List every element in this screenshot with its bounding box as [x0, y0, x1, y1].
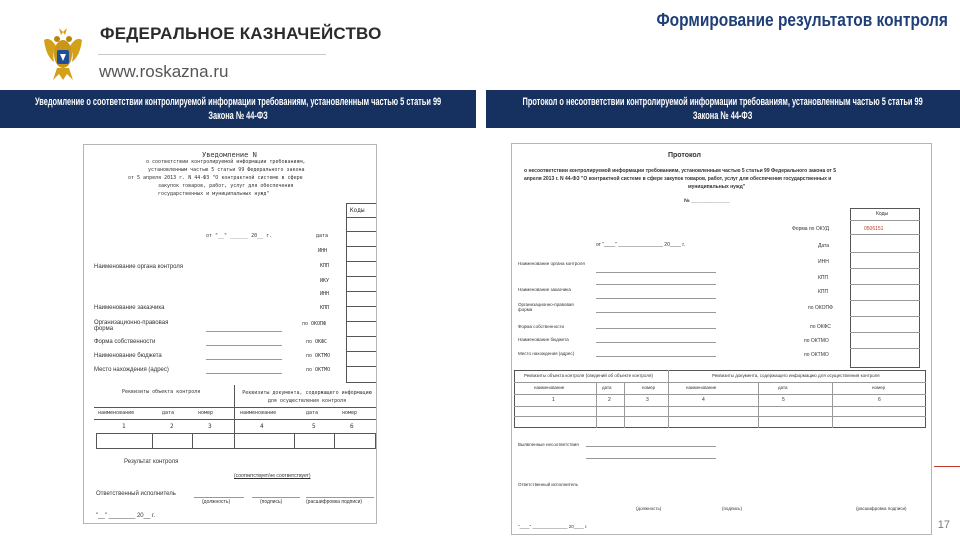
field-label: Организационно-правовая форма — [518, 302, 574, 312]
table-col-header: номер — [872, 385, 886, 390]
table-col-num: 1 — [552, 397, 555, 403]
field-label: Наименование заказчика — [94, 305, 165, 311]
okud-label: Форма по ОКУД — [792, 226, 830, 232]
form-title-line: о соответствии контролируемой информации требованиям, — [146, 159, 306, 165]
code-label: Дата — [818, 243, 830, 249]
code-label: по ОКФС — [306, 339, 328, 345]
sign-label: (должность) — [202, 499, 231, 505]
table-col-num: 6 — [878, 397, 881, 403]
okud-value: 0506151 — [864, 226, 884, 232]
code-label: по ОКТМО — [306, 367, 331, 373]
sign-label: (расшифровка подписи) — [856, 506, 907, 511]
table-col-header: дата — [778, 385, 788, 390]
banner-protocol — [486, 90, 960, 128]
table-group-header: Реквизиты объекта контроля (сведений об объекте контроля) — [524, 373, 653, 378]
form-title-line: Уведомление N — [202, 151, 257, 159]
protocol-title-line: муниципальных нужд" — [688, 184, 746, 190]
table-group-header: Реквизиты объекта контроля — [122, 389, 201, 395]
responsible-label: Ответственный исполнитель — [518, 482, 578, 487]
table-col-header: номер — [642, 385, 656, 390]
table-col-num: 2 — [170, 423, 174, 430]
banner-right-line2: Закона № 44-ФЗ — [693, 110, 753, 122]
field-label: Место нахождения (адрес) — [518, 351, 575, 356]
code-label: по ОКТМО — [804, 352, 829, 358]
table-col-num: 5 — [782, 397, 785, 403]
code-label: по ОКФС — [810, 324, 831, 330]
field-label: Наименование бюджета — [518, 337, 569, 342]
code-label: по ОКТМО — [306, 353, 331, 359]
form-title-line: от 5 апреля 2013 г. N 44-ФЗ "О контрактной системе в сфере — [128, 175, 303, 181]
sign-label: (должность) — [636, 506, 662, 511]
code-label: по ОКТМО — [804, 338, 829, 344]
table-col-header: наименование — [686, 385, 717, 390]
table-col-header: дата — [306, 410, 319, 416]
table-col-header: дата — [162, 410, 175, 416]
sign-date: "____" ______________ 20____ г. — [518, 524, 588, 529]
form-title-line: закупок товаров, работ, услуг для обеспечения — [158, 183, 294, 189]
protocol-table — [514, 370, 926, 428]
sign-label: (подпись) — [260, 499, 283, 505]
form-date: от "__" ______ 20__ г. — [206, 233, 273, 239]
field-label: Форма собственности — [518, 324, 565, 329]
code-label: дата — [316, 233, 329, 239]
form-date: от "____" ________________ 20____ г. — [596, 242, 685, 248]
code-label: ИКУ — [320, 278, 330, 284]
protocol-title: Протокол — [668, 152, 701, 159]
protocol-number: № ______________ — [684, 198, 730, 204]
org-url[interactable]: www.roskazna.ru — [99, 62, 229, 81]
page-number: 17 — [937, 519, 950, 531]
code-label: ИНН — [320, 291, 330, 297]
field-label: Наименование заказчика — [518, 287, 571, 292]
table-col-header: номер — [342, 410, 358, 416]
code-label: по ОКОПФ — [808, 305, 833, 311]
table-col-num: 4 — [702, 397, 705, 403]
table-group-header: Реквизиты документа, содержащего информацию для осуществления контроля — [242, 390, 372, 404]
codes-header: Коды — [876, 211, 889, 217]
codes-header: Коды — [350, 207, 365, 214]
accent-line — [934, 466, 960, 467]
protocol-title-line: о несоответствии контролируемой информации требованиям, установленным частью 5 статьи 99 Федерального закона от 5 — [524, 168, 837, 174]
mismatch-label: Выявленные несоответствия — [518, 442, 579, 447]
field-label: Наименование органа контроля — [94, 264, 184, 270]
table-col-num: 4 — [260, 423, 264, 430]
responsible-label: Ответственный исполнитель — [96, 491, 176, 497]
field-label: Организационно-правовая форма — [94, 320, 169, 332]
field-label: Форма собственности — [94, 339, 156, 345]
result-label: Результат контроля — [124, 459, 179, 465]
code-label: ИНН — [818, 259, 829, 265]
double-headed-eagle-icon — [40, 26, 86, 82]
table-col-num: 6 — [350, 423, 354, 430]
codes-column — [850, 208, 920, 368]
codes-column — [346, 203, 377, 383]
table-col-header: наименование — [534, 385, 565, 390]
banner-left-line2: Закона № 44-ФЗ — [208, 110, 268, 122]
table-col-header: наименование — [98, 410, 135, 416]
table-col-header: номер — [198, 410, 214, 416]
code-label: по ОКОПФ — [302, 321, 327, 327]
code-label: КПП — [320, 305, 330, 311]
sign-label: (расшифровка подписи) — [306, 499, 363, 505]
protocol-form-image — [511, 143, 932, 535]
code-label: КПП — [818, 289, 829, 295]
field-label: Наименование бюджета — [94, 353, 162, 359]
banner-right-line1: Протокол о несоответствии контролируемой информации требованиям, установленным частью 5 статьи 99 — [522, 96, 924, 108]
slide-title: Формирование результатов контроля — [656, 10, 948, 30]
result-value: (соответствует/не соответствует) — [234, 473, 311, 479]
header-divider — [98, 54, 326, 55]
sign-label: (подпись) — [722, 506, 743, 511]
code-label: КПП — [818, 275, 829, 281]
notification-form-image — [83, 144, 377, 524]
sign-date: "__" ________ 20__ г. — [96, 513, 156, 519]
table-col-num: 3 — [208, 423, 212, 430]
table-col-header: дата — [602, 385, 612, 390]
table-col-num: 5 — [312, 423, 316, 430]
code-label: ИНН — [318, 248, 328, 254]
banner-notification — [0, 90, 476, 128]
protocol-title-line: апреля 2013 г. N 44-ФЗ "О контрактной системе в сфере закупок товаров, работ, услуг для обеспечения государственных и — [524, 176, 832, 182]
form-title-line: государственных и муниципальных нужд" — [158, 191, 270, 197]
table-col-num: 3 — [646, 397, 649, 403]
table-group-header: Реквизиты документа, содержащего информацию для осуществления контроля — [712, 373, 880, 378]
table-col-num: 1 — [122, 423, 126, 430]
banner-left-line1: Уведомление о соответствии контролируемой информации требованиям, установленным частью 5 статьи 99 — [34, 96, 442, 108]
field-label: Место нахождения (адрес) — [94, 367, 169, 373]
table-col-header: наименование — [240, 410, 277, 416]
form-title-line: установленным частью 5 статьи 99 Федерального закона — [148, 167, 305, 173]
table-col-num: 2 — [608, 397, 611, 403]
org-name: ФЕДЕРАЛЬНОЕ КАЗНАЧЕЙСТВО — [100, 24, 382, 43]
field-label: Наименование органа контроля — [518, 261, 585, 266]
code-label: КПП — [320, 263, 330, 269]
